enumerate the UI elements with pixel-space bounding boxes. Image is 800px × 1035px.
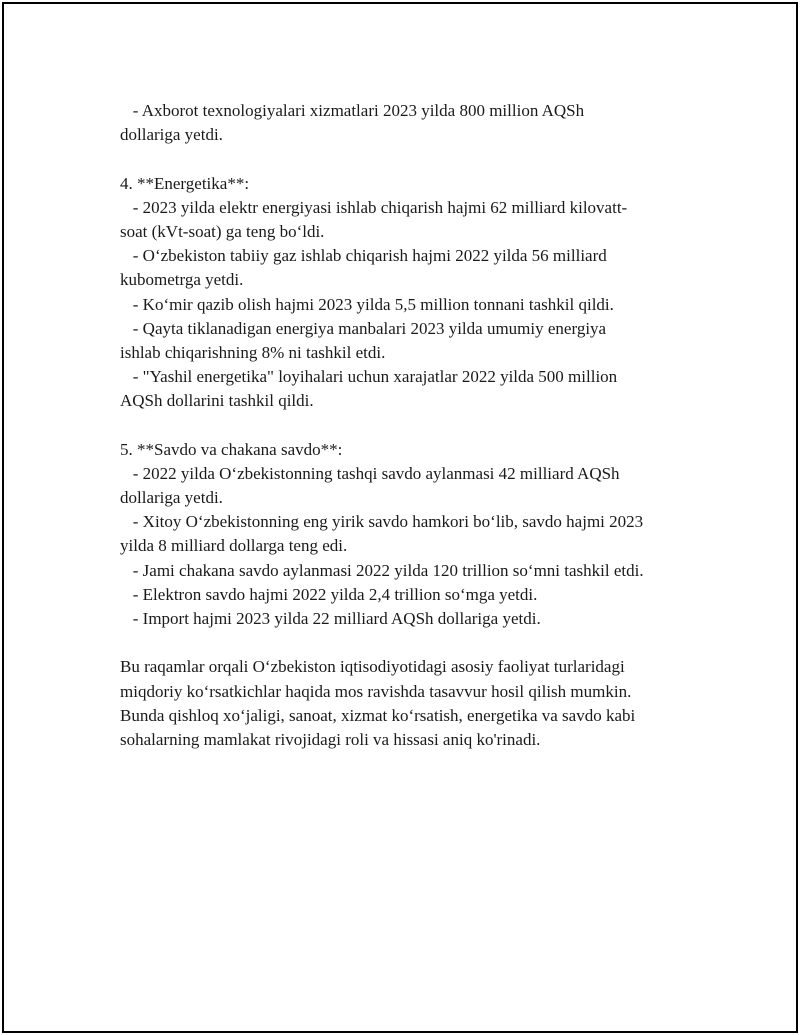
paragraph-gap [120,413,700,437]
section-heading-savdo: 5. **Savdo va chakana savdo**: [120,439,343,459]
text-line: - Qayta tiklanadigan energiya manbalari 2023 yilda umumiy energiya [120,318,607,338]
text-line: - Ko‘mir qazib olish hajmi 2023 yilda 5,5 million tonnani tashkil qildi. [120,294,614,314]
text-line: - "Yashil energetika" loyihalari uchun xarajatlar 2022 yilda 500 million [120,367,618,387]
document-body [120,99,700,752]
summary-line: sohalarning mamlakat rivojidagi roli va hissasi aniq ko'rinadi. [120,729,541,749]
paragraph-gap [120,631,700,655]
section-heading-energetika: 4. **Energetika**: [120,173,250,193]
text-line: - 2022 yilda O‘zbekistonning tashqi savdo aylanmasi 42 milliard AQSh [120,463,620,483]
text-line: - O‘zbekiston tabiiy gaz ishlab chiqarish hajmi 2022 yilda 56 milliard [120,246,607,266]
text-line: AQSh dollarini tashkil qildi. [120,391,314,411]
paragraph-gap [120,147,700,171]
summary-line: Bu raqamlar orqali O‘zbekiston iqtisodiyotidagi asosiy faoliyat turlaridagi [120,657,625,677]
text-line: - 2023 yilda elektr energiyasi ishlab chiqarish hajmi 62 milliard kilovatt- [120,197,628,217]
summary-line: Bunda qishloq xo‘jaligi, sanoat, xizmat ko‘rsatish, energetika va savdo kabi [120,705,636,725]
text-line: - Import hajmi 2023 yilda 22 milliard AQSh dollariga yetdi. [120,608,541,628]
document-page [2,2,798,1033]
text-line: ishlab chiqarishning 8% ni tashkil etdi. [120,342,386,362]
text-line: - Xitoy O‘zbekistonning eng yirik savdo hamkori bo‘lib, savdo hajmi 2023 [120,512,644,532]
text-line: yilda 8 milliard dollarga teng edi. [120,536,348,556]
text-line: kubometrga yetdi. [120,270,244,290]
text-line: - Axborot texnologiyalari xizmatlari 2023 yilda 800 million AQSh [120,101,585,120]
text-line: soat (kVt-soat) ga teng bo‘ldi. [120,221,325,241]
text-line: - Jami chakana savdo aylanmasi 2022 yilda 120 trillion so‘mni tashkil etdi. [120,560,644,580]
text-line: dollariga yetdi. [120,488,223,507]
text-line: - Elektron savdo hajmi 2022 yilda 2,4 trillion so‘mga yetdi. [120,584,538,604]
text-line: dollariga yetdi. [120,125,223,145]
summary-line: miqdoriy ko‘rsatkichlar haqida mos ravishda tasavvur hosil qilish mumkin. [120,681,632,701]
